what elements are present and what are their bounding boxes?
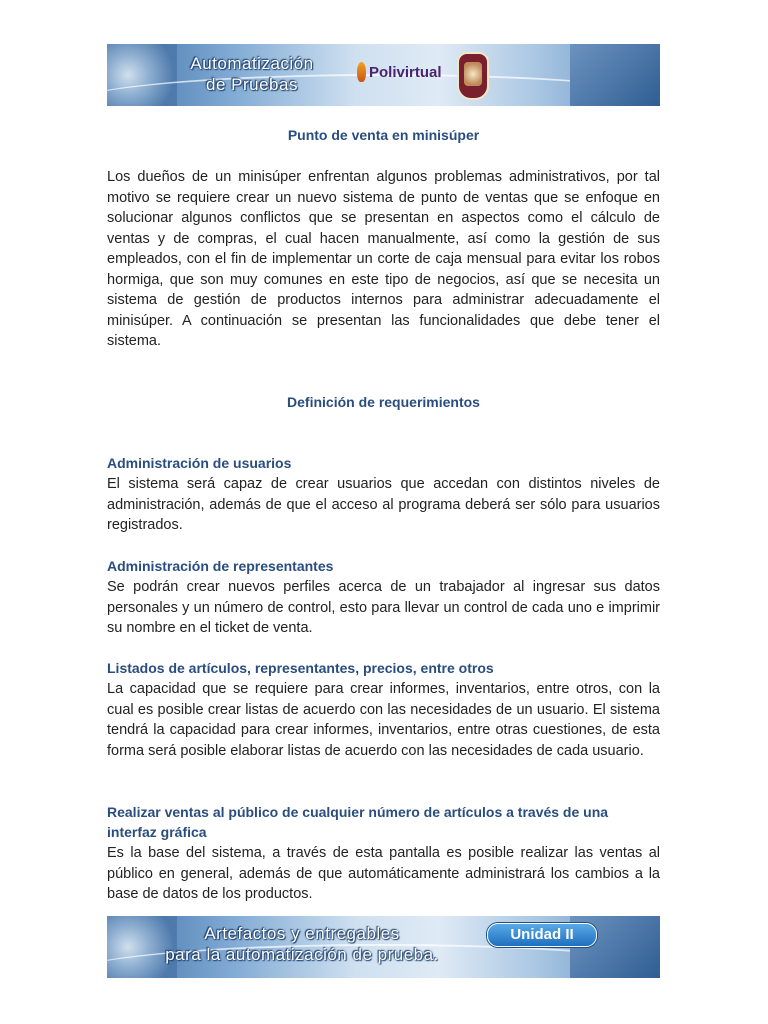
requirement-body: El sistema será capaz de crear usuarios que accedan con distintos niveles de administración, además de que el acceso al programa deberá ser sólo para usuarios registrados.: [107, 476, 660, 533]
unit-badge: Unidad II: [487, 923, 597, 947]
footer-banner: [107, 916, 660, 978]
requirement-body: Se podrán crear nuevos perfiles acerca de un trabajador al ingresar sus datos personales y un número de control, esto para llevar un control de cada uno e imprimir su nombre en el ticket de venta.: [107, 579, 660, 636]
banner-title-line2: de Pruebas: [206, 75, 298, 94]
header-banner: [107, 44, 660, 106]
footer-title-line2: para la automatización de prueba.: [165, 945, 439, 964]
requirement-body: Es la base del sistema, a través de esta pantalla es posible realizar las ventas al público en general, además de que automáticamente administrará los cambios a la base de datos de los productos.: [107, 845, 660, 902]
footer-title-line1: Artefactos y entregables: [204, 924, 400, 943]
polivirtual-mark-icon: [357, 62, 366, 82]
document-title: Punto de venta en minisúper: [287, 127, 480, 143]
banner-title-line1: Automatización: [190, 54, 314, 73]
requirement-body: La capacidad que se requiere para crear informes, inventarios, entre otros, con la cual es posible crear listas de acuerdo con las necesidades de un usuario. El sistema tendrá la capacidad para crear informes, inventarios, entre otras cuestiones, de esta forma será posible elaborar listas de acuerdo con las necesidades de cada usuario.: [107, 681, 660, 759]
seal-emblem: [464, 62, 482, 86]
footer-banner-title: [132, 923, 472, 965]
requirement-heading: Administración de representantes: [107, 558, 334, 574]
banner-title: [167, 53, 337, 95]
requirement-heading: Administración de usuarios: [107, 455, 292, 471]
section-title: Definición de requerimientos: [287, 394, 480, 410]
requirement-heading: Realizar ventas al público de cualquier número de artículos a través de una interfaz gráfica: [107, 804, 609, 840]
requirement-heading: Listados de artículos, representantes, precios, entre otros: [107, 660, 494, 676]
brand-name: Polivirtual: [369, 63, 442, 81]
intro-paragraph: Los dueños de un minisúper enfrentan algunos problemas administrativos, por tal motivo se requiere crear un nuevo sistema de punto de ventas que se enfoque en solucionar algunos conflictos que se presentan en aspectos como el cálculo de ventas y de compras, el cual hacen manualmente, así como la gestión de sus empleados, con el fin de implementar un corte de caja mensual para evitar los robos hormiga, que son muy comunes en este tipo de negocios, así que se necesita un sistema de gestión de productos internos para administrar adecuadamente el minisúper. A continuación se presentan las funcionalidades que debe tener el sistema.: [107, 169, 660, 349]
polivirtual-logo: [357, 62, 442, 82]
keyboard-image: [570, 44, 660, 106]
ipn-seal-icon: [457, 52, 489, 100]
